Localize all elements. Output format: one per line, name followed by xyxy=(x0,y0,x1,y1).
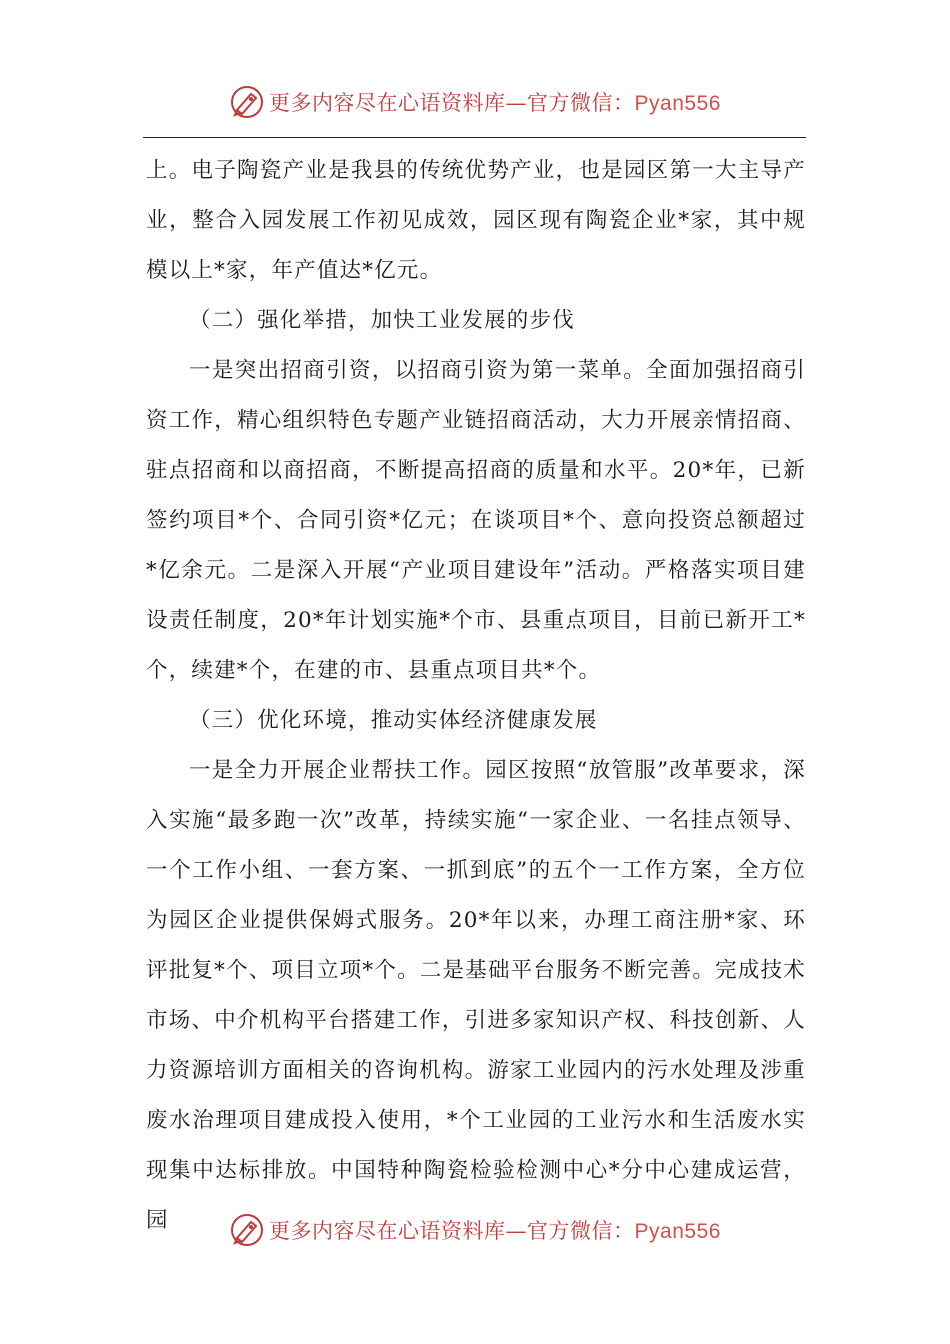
paragraph-environment: 一是全力开展企业帮扶工作。园区按照“放管服”改革要求，深入实施“最多跑一次”改革，持续实施“一家企业、一名挂点领导、一个工作小组、一套方案、一抓到底”的五个一工作方案，全方位为园区企业提供保姆式服务。20*年以来，办理工商注册*家、环评批复*个、项目立项*个。二是基础平台服务不断完善。完成技术市场、中介机构平台搭建工作，引进多家知识产权、科技创新、人力资源培训方面相关的咨询机构。游家工业园内的污水处理及涉重废水治理项目建成投入使用，*个工业园的工业污水和生活废水实现集中达标排放。中国特种陶瓷检验检测中心*分中心建成运营，园 xyxy=(146,758,806,1233)
section-heading-3: （三）优化环境，推动实体经济健康发展 xyxy=(189,708,598,733)
header-divider xyxy=(143,137,806,138)
watermark-text: 更多内容尽在心语资料库—官方微信：Pyan556 xyxy=(269,1219,721,1243)
footer-watermark xyxy=(0,1210,950,1250)
paragraph-investment: 一是突出招商引资，以招商引资为第一菜单。全面加强招商引资工作，精心组织特色专题产业链招商活动，大力开展亲情招商、驻点招商和以商招商，不断提高招商的质量和水平。20*年，已新签约项目*个、合同引资*亿元；在谈项目*个、意向投资总额超过*亿余元。二是深入开展“产业项目建设年”活动。严格落实项目建设责任制度，20*年计划实施*个市、县重点项目，目前已新开工*个，续建*个，在建的市、县重点项目共*个。 xyxy=(146,358,806,683)
section-heading-2: （二）强化举措，加快工业发展的步伐 xyxy=(189,308,575,333)
pen-nib-logo-icon xyxy=(229,1212,265,1248)
pen-nib-logo-icon xyxy=(229,84,265,120)
header-watermark xyxy=(0,82,950,122)
document-body xyxy=(146,146,806,1246)
watermark-text: 更多内容尽在心语资料库—官方微信：Pyan556 xyxy=(269,91,721,115)
paragraph-continuation: 上。电子陶瓷产业是我县的传统优势产业，也是园区第一大主导产业，整合入园发展工作初见成效，园区现有陶瓷企业*家，其中规模以上*家，年产值达*亿元。 xyxy=(146,158,806,283)
